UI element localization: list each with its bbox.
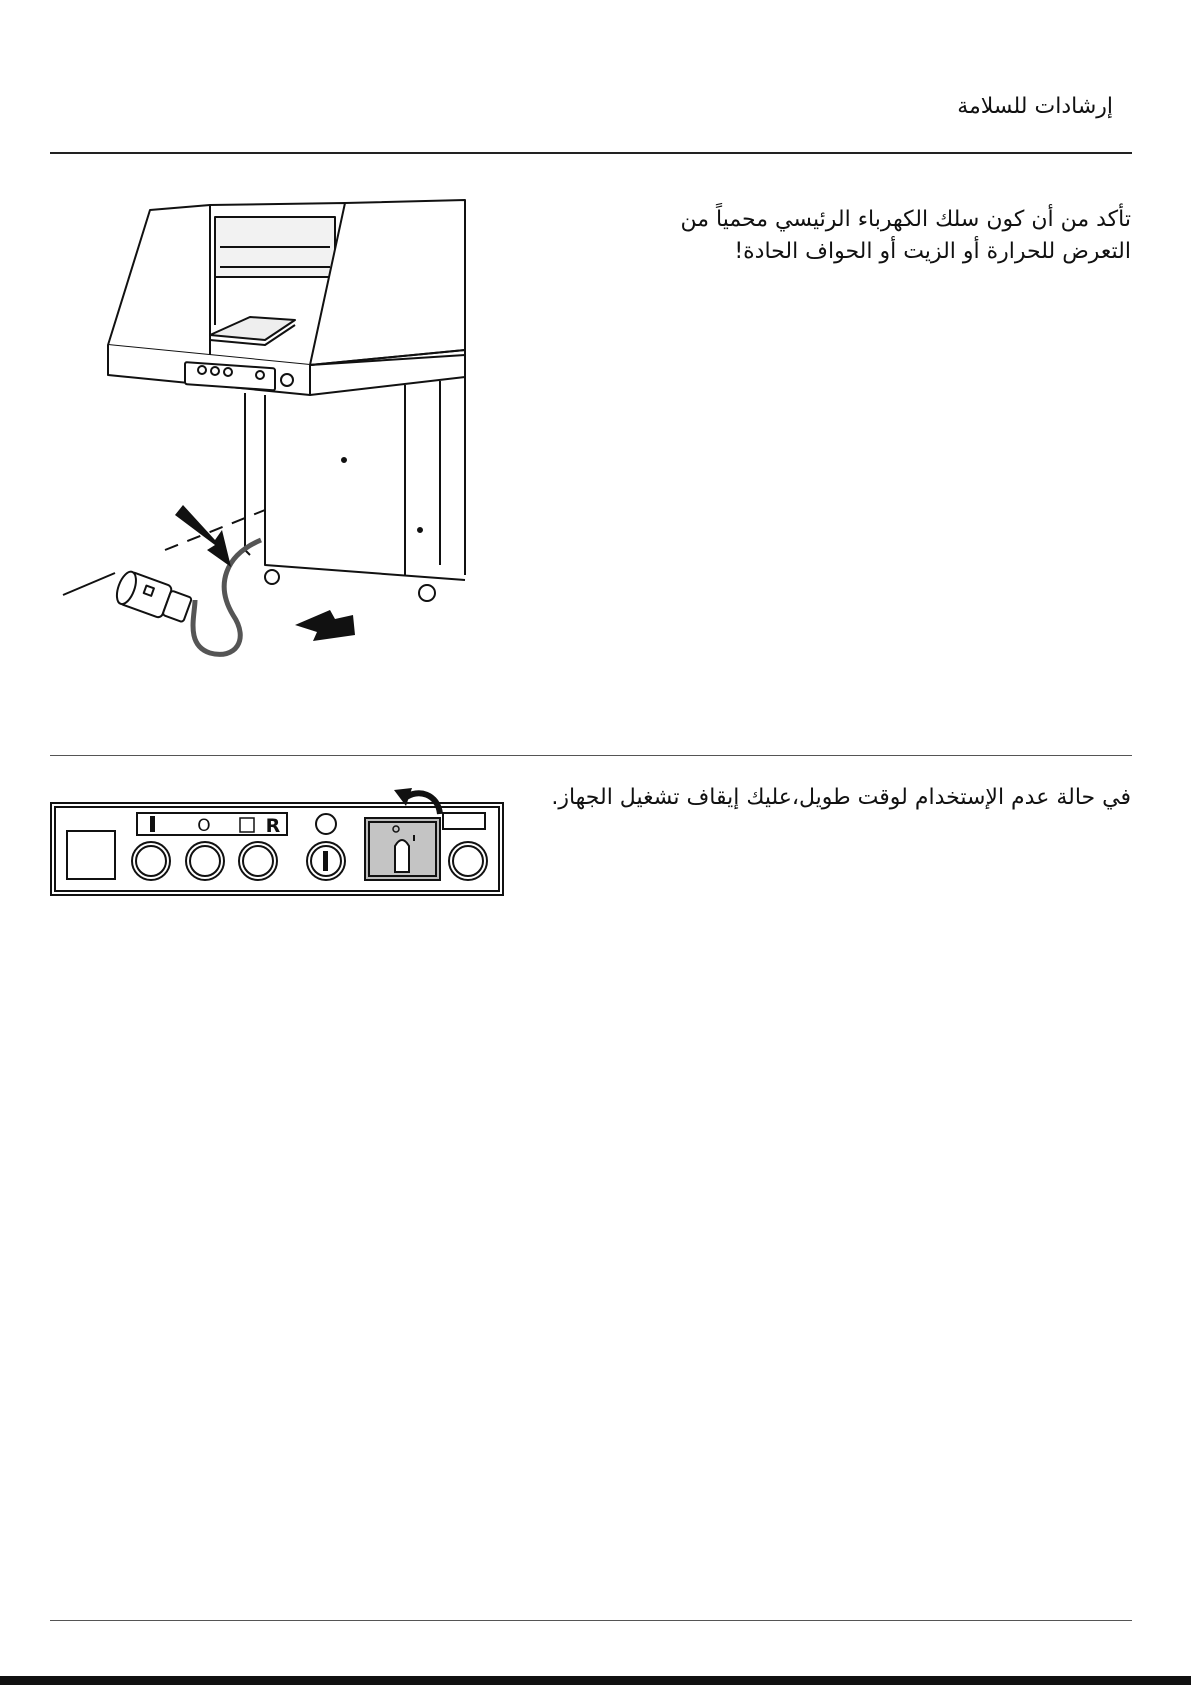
control-panel-icon	[50, 780, 505, 900]
section-divider	[50, 755, 1132, 756]
cable-warning-text	[680, 204, 1131, 268]
footer-divider	[50, 1620, 1132, 1621]
shredder-power-cable-icon	[55, 195, 475, 675]
header-divider	[50, 152, 1132, 154]
shutdown-instruction-text: في حالة عدم الإستخدام لوقت طويل،عليك إيقاف تشغيل الجهاز.	[551, 785, 1131, 810]
panel-label-off: O	[197, 816, 211, 836]
page-title: إرشادات للسلامة	[957, 94, 1113, 119]
cable-warning-line-2: التعرض للحرارة أو الزيت أو الحواف الحادة!	[734, 239, 1131, 264]
page-edge	[0, 1676, 1191, 1685]
panel-label-reverse: R	[265, 815, 281, 837]
cable-warning-line-1: تأكد من أن كون سلك الكهرباء الرئيسي محمياً من	[680, 207, 1131, 232]
